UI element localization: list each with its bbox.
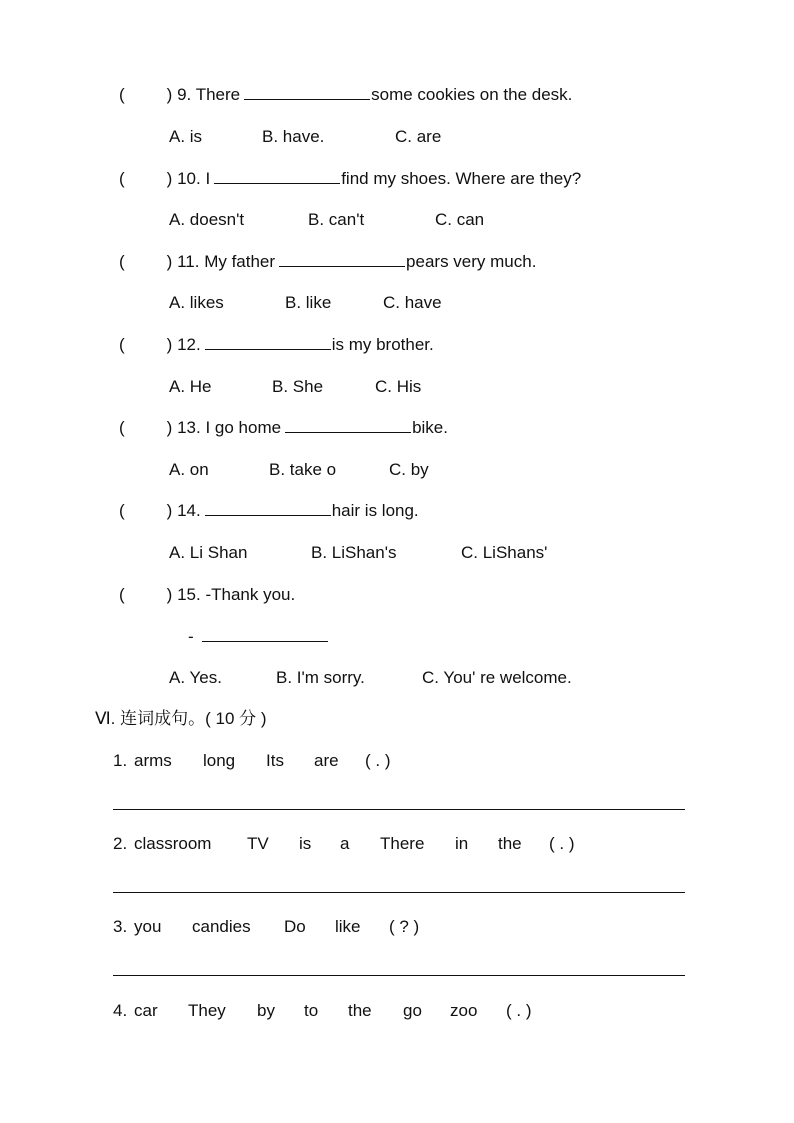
word: are — [314, 751, 339, 770]
item-number: 4. — [113, 1001, 128, 1020]
option-b: B. LiShan's — [311, 543, 397, 562]
question-text-after: pears very much. — [406, 252, 537, 271]
word: TV — [247, 834, 269, 853]
question-number: 15. — [177, 585, 201, 604]
punctuation-hint: ( . ) — [549, 834, 575, 853]
question-9 — [119, 85, 572, 105]
option-a: A. Yes. — [169, 668, 222, 687]
question-15 — [119, 585, 295, 605]
question-13 — [119, 418, 448, 438]
answer-line[interactable] — [113, 892, 685, 893]
answer-line[interactable] — [113, 809, 685, 810]
word: zoo — [450, 1001, 478, 1020]
answer-paren-open: ( — [119, 169, 125, 188]
option-b: B. I'm sorry. — [276, 668, 365, 687]
question-text-before: I go home — [205, 418, 282, 437]
question-10 — [119, 169, 581, 189]
answer-paren-close: ) — [166, 418, 173, 437]
option-a: A. is — [169, 127, 203, 146]
option-a: A. He — [169, 377, 212, 396]
answer-line[interactable] — [113, 975, 685, 976]
question-number: 9. — [177, 85, 192, 104]
option-b: B. She — [272, 377, 324, 396]
answer-blank[interactable] — [214, 169, 340, 184]
word: to — [304, 1001, 319, 1020]
answer-paren-open: ( — [119, 585, 125, 604]
option-a: A. likes — [169, 293, 224, 312]
answer-paren-close: ) — [166, 169, 173, 188]
option-c: C. LiShans' — [461, 543, 548, 562]
word: is — [299, 834, 312, 853]
word: by — [257, 1001, 275, 1020]
option-b: B. take o — [269, 460, 337, 479]
answer-blank[interactable] — [285, 418, 411, 433]
answer-paren-close: ) — [166, 85, 173, 104]
section-heading: Ⅵ. 连词成句。( 10 分 ) — [95, 709, 267, 728]
option-a: A. doesn't — [169, 210, 245, 229]
punctuation-hint: ( . ) — [506, 1001, 532, 1020]
item-number: 3. — [113, 917, 128, 936]
question-text-before: -Thank you. — [205, 585, 296, 604]
question-text-after: some cookies on the desk. — [371, 85, 573, 104]
question-number: 11. — [177, 252, 200, 271]
answer-paren-open: ( — [119, 501, 125, 520]
option-c: C. can — [435, 210, 485, 229]
answer-paren-close: ) — [166, 252, 173, 271]
answer-paren-open: ( — [119, 335, 125, 354]
option-c: C. are — [395, 127, 442, 146]
reply-line — [188, 627, 329, 647]
answer-paren-close: ) — [166, 501, 173, 520]
answer-paren-open: ( — [119, 252, 125, 271]
word: like — [335, 917, 361, 936]
question-11 — [119, 252, 536, 272]
word: you — [134, 917, 162, 936]
option-c: C. His — [375, 377, 422, 396]
option-b: B. have. — [262, 127, 325, 146]
answer-paren-close: ) — [166, 585, 173, 604]
answer-paren-open: ( — [119, 85, 125, 104]
word: There — [380, 834, 425, 853]
word: go — [403, 1001, 422, 1020]
question-text-before: My father — [204, 252, 276, 271]
question-number: 14. — [177, 501, 201, 520]
question-number: 10. — [177, 169, 201, 188]
word: the — [348, 1001, 372, 1020]
word: a — [340, 834, 350, 853]
question-text-after: is my brother. — [331, 335, 434, 354]
answer-blank[interactable] — [205, 335, 331, 350]
item-number: 2. — [113, 834, 128, 853]
word: classroom — [134, 834, 212, 853]
word: the — [498, 834, 522, 853]
item-number: 1. — [113, 751, 128, 770]
option-a: A. on — [169, 460, 209, 479]
word: arms — [134, 751, 172, 770]
reply-dash: - — [188, 627, 194, 646]
option-b: B. can't — [308, 210, 365, 229]
question-text-after: hair is long. — [331, 501, 419, 520]
option-c: C. have — [383, 293, 442, 312]
answer-blank[interactable] — [205, 501, 331, 516]
option-c: C. You' re welcome. — [422, 668, 572, 687]
question-text-after: bike. — [412, 418, 448, 437]
word: Its — [266, 751, 284, 770]
option-a: A. Li Shan — [169, 543, 248, 562]
word: in — [455, 834, 469, 853]
word: long — [203, 751, 236, 770]
word: candies — [192, 917, 251, 936]
answer-blank[interactable] — [244, 85, 370, 100]
answer-paren-open: ( — [119, 418, 125, 437]
option-b: B. like — [285, 293, 332, 312]
punctuation-hint: ( . ) — [365, 751, 391, 770]
answer-blank[interactable] — [202, 627, 328, 642]
punctuation-hint: ( ? ) — [389, 917, 420, 936]
question-14 — [119, 501, 419, 521]
option-c: C. by — [389, 460, 429, 479]
question-text-before: I — [205, 169, 211, 188]
answer-blank[interactable] — [279, 252, 405, 267]
answer-paren-close: ) — [166, 335, 173, 354]
word: car — [134, 1001, 158, 1020]
question-text-before: There — [195, 85, 241, 104]
question-number: 13. — [177, 418, 201, 437]
question-text-after: find my shoes. Where are they? — [341, 169, 582, 188]
question-12 — [119, 335, 434, 355]
word: They — [188, 1001, 226, 1020]
word: Do — [284, 917, 306, 936]
question-number: 12. — [177, 335, 201, 354]
